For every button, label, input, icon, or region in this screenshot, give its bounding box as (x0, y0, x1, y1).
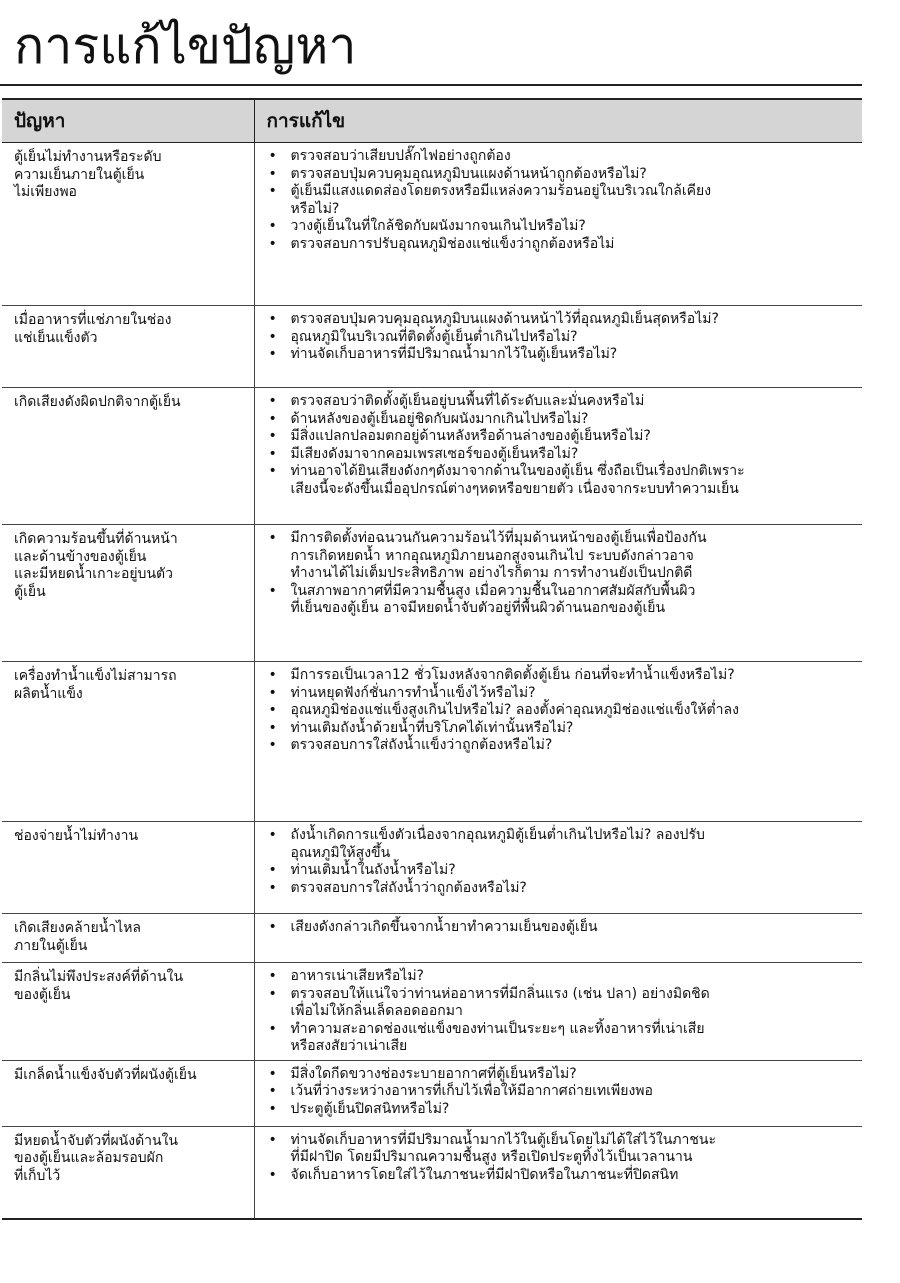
solution-cell (254, 914, 862, 963)
problem-cell (2, 306, 254, 388)
solution-item: • ด้านหลังของตู้เย็นอยู่ชิดกับผนังมากเกินไปหรือไม่? (265, 411, 863, 429)
table-header-row (2, 99, 862, 143)
solution-item: • จัดเก็บอาหารโดยใส่ไว้ในภาชนะที่มีฝาปิดหรือในภาชนะที่ปิดสนิท (265, 1167, 863, 1185)
table-row (2, 963, 862, 1061)
table-row (2, 525, 862, 662)
table-row (2, 1126, 862, 1219)
solution-cell (254, 1060, 862, 1126)
problem-text: เมื่ออาหารที่แช่ภายในช่อง แช่เย็นแข็งตัว (14, 312, 172, 346)
solution-item: • ถังน้ำเกิดการแข็งตัวเนื่องจากอุณหภูมิตู้เย็นต่ำเกินไปหรือไม่? ลองปรับ อุณหภูมิให้สูงขึ้น (265, 827, 863, 862)
solution-item: • ทำความสะอาดช่องแช่แข็งของท่านเป็นระยะๆ และทิ้งอาหารที่เน่าเสีย หรือสงสัยว่าเน่าเสีย (265, 1021, 863, 1056)
problem-cell (2, 662, 254, 822)
solution-item: • ประตูตู้เย็นปิดสนิทหรือไม่? (265, 1101, 863, 1119)
problem-text: เกิดเสียงดังผิดปกติจากตู้เย็น (14, 394, 181, 410)
troubleshooting-table (2, 98, 862, 1220)
solution-item: • ตรวจสอบว่าติดตั้งตู้เย็นอยู่บนพื้นที่ได้ระดับและมั่นคงหรือไม่ (265, 393, 863, 411)
solution-item: • ตรวจสอบว่าเสียบปลั๊กไฟอย่างถูกต้อง (265, 148, 863, 166)
solution-list (265, 1066, 863, 1119)
solution-list (265, 919, 863, 937)
solution-item: • ท่านเติมถังน้ำด้วยน้ำที่บริโภคได้เท่านั้นหรือไม่? (265, 720, 863, 738)
table-row (2, 388, 862, 525)
solution-item: • ท่านจัดเก็บอาหารที่มีปริมาณน้ำมากไว้ในตู้เย็นโดยไม่ได้ใส่ไว้ในภาชนะ ที่มีฝาปิด โดยมีปริมาณความชื้นสูง หรือเปิดประตูทิ้งไว้เป็นเวลานาน (265, 1132, 863, 1167)
page-title: การแก้ไขปัญหา (14, 17, 357, 75)
solution-cell (254, 822, 862, 914)
problem-text: มีกลิ่นไม่พึงประสงค์ที่ด้านใน ของตู้เย็น (14, 969, 184, 1003)
solution-item: • ตู้เย็นมีแสงแดดส่องโดยตรงหรือมีแหล่งความร้อนอยู่ในบริเวณใกล้เคียง หรือไม่? (265, 183, 863, 218)
header-problem: ปัญหา (2, 99, 254, 143)
table-row (2, 662, 862, 822)
solution-cell (254, 143, 862, 306)
table-body (2, 143, 862, 1220)
solution-item: • เว้นที่ว่างระหว่างอาหารที่เก็บไว้เพื่อให้มีอากาศถ่ายเทเพียงพอ (265, 1083, 863, 1101)
table-row (2, 306, 862, 388)
solution-cell (254, 963, 862, 1061)
solution-item: • ตรวจสอบปุ่มควบคุมอุณหภูมิบนแผงด้านหน้าไว้ที่อุณหภูมิเย็นสุดหรือไม่? (265, 311, 863, 329)
problem-cell (2, 822, 254, 914)
table-row (2, 914, 862, 963)
problem-text: ตู้เย็นไม่ทำงานหรือระดับ ความเย็นภายในตู้เย็น ไม่เพียงพอ (14, 149, 162, 200)
problem-cell (2, 1060, 254, 1126)
table-row (2, 143, 862, 306)
solution-cell (254, 1126, 862, 1219)
solution-item: • อุณหภูมิในบริเวณที่ติดตั้งตู้เย็นต่ำเกินไปหรือไม่? (265, 329, 863, 347)
problem-text: ช่องจ่ายน้ำไม่ทำงาน (14, 828, 139, 844)
solution-list (265, 311, 863, 364)
problem-cell (2, 1126, 254, 1219)
table-row (2, 822, 862, 914)
solution-item: • ท่านหยุดฟังก์ชั่นการทำน้ำแข็งไว้หรือไม่? (265, 685, 863, 703)
title-divider (0, 84, 862, 86)
problem-cell (2, 388, 254, 525)
solution-item: • ท่านอาจได้ยินเสียงดังกๆดังมาจากด้านในของตู้เย็น ซึ่งถือเป็นเรื่องปกติเพราะ เสียงนี้จะดังขึ้นเมื่ออุปกรณ์ต่างๆหดหรือขยายตัว เนื่องจากระบบทำความเย็น (265, 463, 863, 498)
solution-item: • ตรวจสอบปุ่มควบคุมอุณหภูมิบนแผงด้านหน้าถูกต้องหรือไม่? (265, 166, 863, 184)
problem-text: มีหยดน้ำจับตัวที่ผนังด้านใน ของตู้เย็นและล้อมรอบผัก ที่เก็บไว้ (14, 1132, 178, 1184)
solution-item: • อาหารเน่าเสียหรือไม่? (265, 968, 863, 986)
solution-item: • ท่านเติมน้ำในถังน้ำหรือไม่? (265, 862, 863, 880)
solution-item: • ตรวจสอบการปรับอุณหภูมิช่องแช่แข็งว่าถูกต้องหรือไม่ (265, 236, 863, 254)
solution-item: • มีการรอเป็นเวลา12 ชั่วโมงหลังจากติดตั้งตู้เย็น ก่อนที่จะทำน้ำแข็งหรือไม่? (265, 667, 863, 685)
solution-list (265, 148, 863, 253)
solution-item: • อุณหภูมิช่องแช่แข็งสูงเกินไปหรือไม่? ลองตั้งค่าอุณหภูมิช่องแช่แข็งให้ต่ำลง (265, 702, 863, 720)
header-solution: การแก้ไข (254, 99, 862, 143)
solution-list (265, 667, 863, 755)
solution-item: • มีเสียงดังมาจากคอมเพรสเซอร์ของตู้เย็นหรือไม่? (265, 446, 863, 464)
solution-item: • ท่านจัดเก็บอาหารที่มีปริมาณน้ำมากไว้ในตู้เย็นหรือไม่? (265, 346, 863, 364)
solution-item: • วางตู้เย็นในที่ใกล้ชิดกับผนังมากจนเกินไปหรือไม่? (265, 218, 863, 236)
solution-item: • ในสภาพอากาศที่มีความชื้นสูง เมื่อความชื้นในอากาศสัมผัสกับพื้นผิว ที่เย็นของตู้เย็น อาจมีหยดน้ำจับตัวอยู่ที่พื้นผิวด้านนอกของตู้เย็น (265, 583, 863, 618)
solution-list (265, 968, 863, 1056)
problem-cell (2, 143, 254, 306)
solution-cell (254, 525, 862, 662)
solution-item: • มีสิ่งใดกีดขวางช่องระบายอากาศที่ตู้เย็นหรือไม่? (265, 1066, 863, 1084)
problem-text: เกิดเสียงคล้ายน้ำไหล ภายในตู้เย็น (14, 920, 142, 954)
solution-cell (254, 388, 862, 525)
problem-text: เกิดความร้อนขึ้นที่ด้านหน้า และด้านข้างของตู้เย็น และมีหยดน้ำเกาะอยู่บนตัว ตู้เย็น (14, 531, 178, 600)
problem-cell (2, 525, 254, 662)
problem-text: มีเกล็ดน้ำแข็งจับตัวที่ผนังตู้เย็น (14, 1066, 197, 1083)
table-row (2, 1060, 862, 1126)
solution-cell (254, 306, 862, 388)
solution-list (265, 827, 863, 897)
solution-item: • มีการติดตั้งท่อฉนวนกันความร้อนไว้ที่มุมด้านหน้าของตู้เย็นเพื่อป้องกัน การเกิดหยดน้ำ หากอุณหภูมิภายนอกสูงจนเกินไป ระบบดังกล่าวอาจ ทำงานได้ไม่เต็มประสิทธิภาพ อย่างไรก็ตาม การทำงานยังเป็นปกติดี (265, 530, 863, 583)
solution-list (265, 1132, 863, 1185)
solution-item: • มีสิ่งแปลกปลอมตกอยู่ด้านหลังหรือด้านล่างของตู้เย็นหรือไม่? (265, 428, 863, 446)
problem-cell (2, 914, 254, 963)
solution-item: • ตรวจสอบการใส่ถังน้ำแข็งว่าถูกต้องหรือไม่? (265, 737, 863, 755)
solution-item: • ตรวจสอบการใส่ถังน้ำว่าถูกต้องหรือไม่? (265, 880, 863, 898)
problem-cell (2, 963, 254, 1061)
solution-item: • ตรวจสอบให้แน่ใจว่าท่านห่ออาหารที่มีกลิ่นแรง (เช่น ปลา) อย่างมิดชิด เพื่อไม่ให้กลิ่นเล็ดลอดออกมา (265, 986, 863, 1021)
solution-cell (254, 662, 862, 822)
problem-text: เครื่องทำน้ำแข็งไม่สามารถ ผลิตน้ำแข็ง (14, 668, 177, 702)
solution-list (265, 393, 863, 498)
solution-item: • เสียงดังกล่าวเกิดขึ้นจากน้ำยาทำความเย็นของตู้เย็น (265, 919, 863, 937)
solution-list (265, 530, 863, 618)
